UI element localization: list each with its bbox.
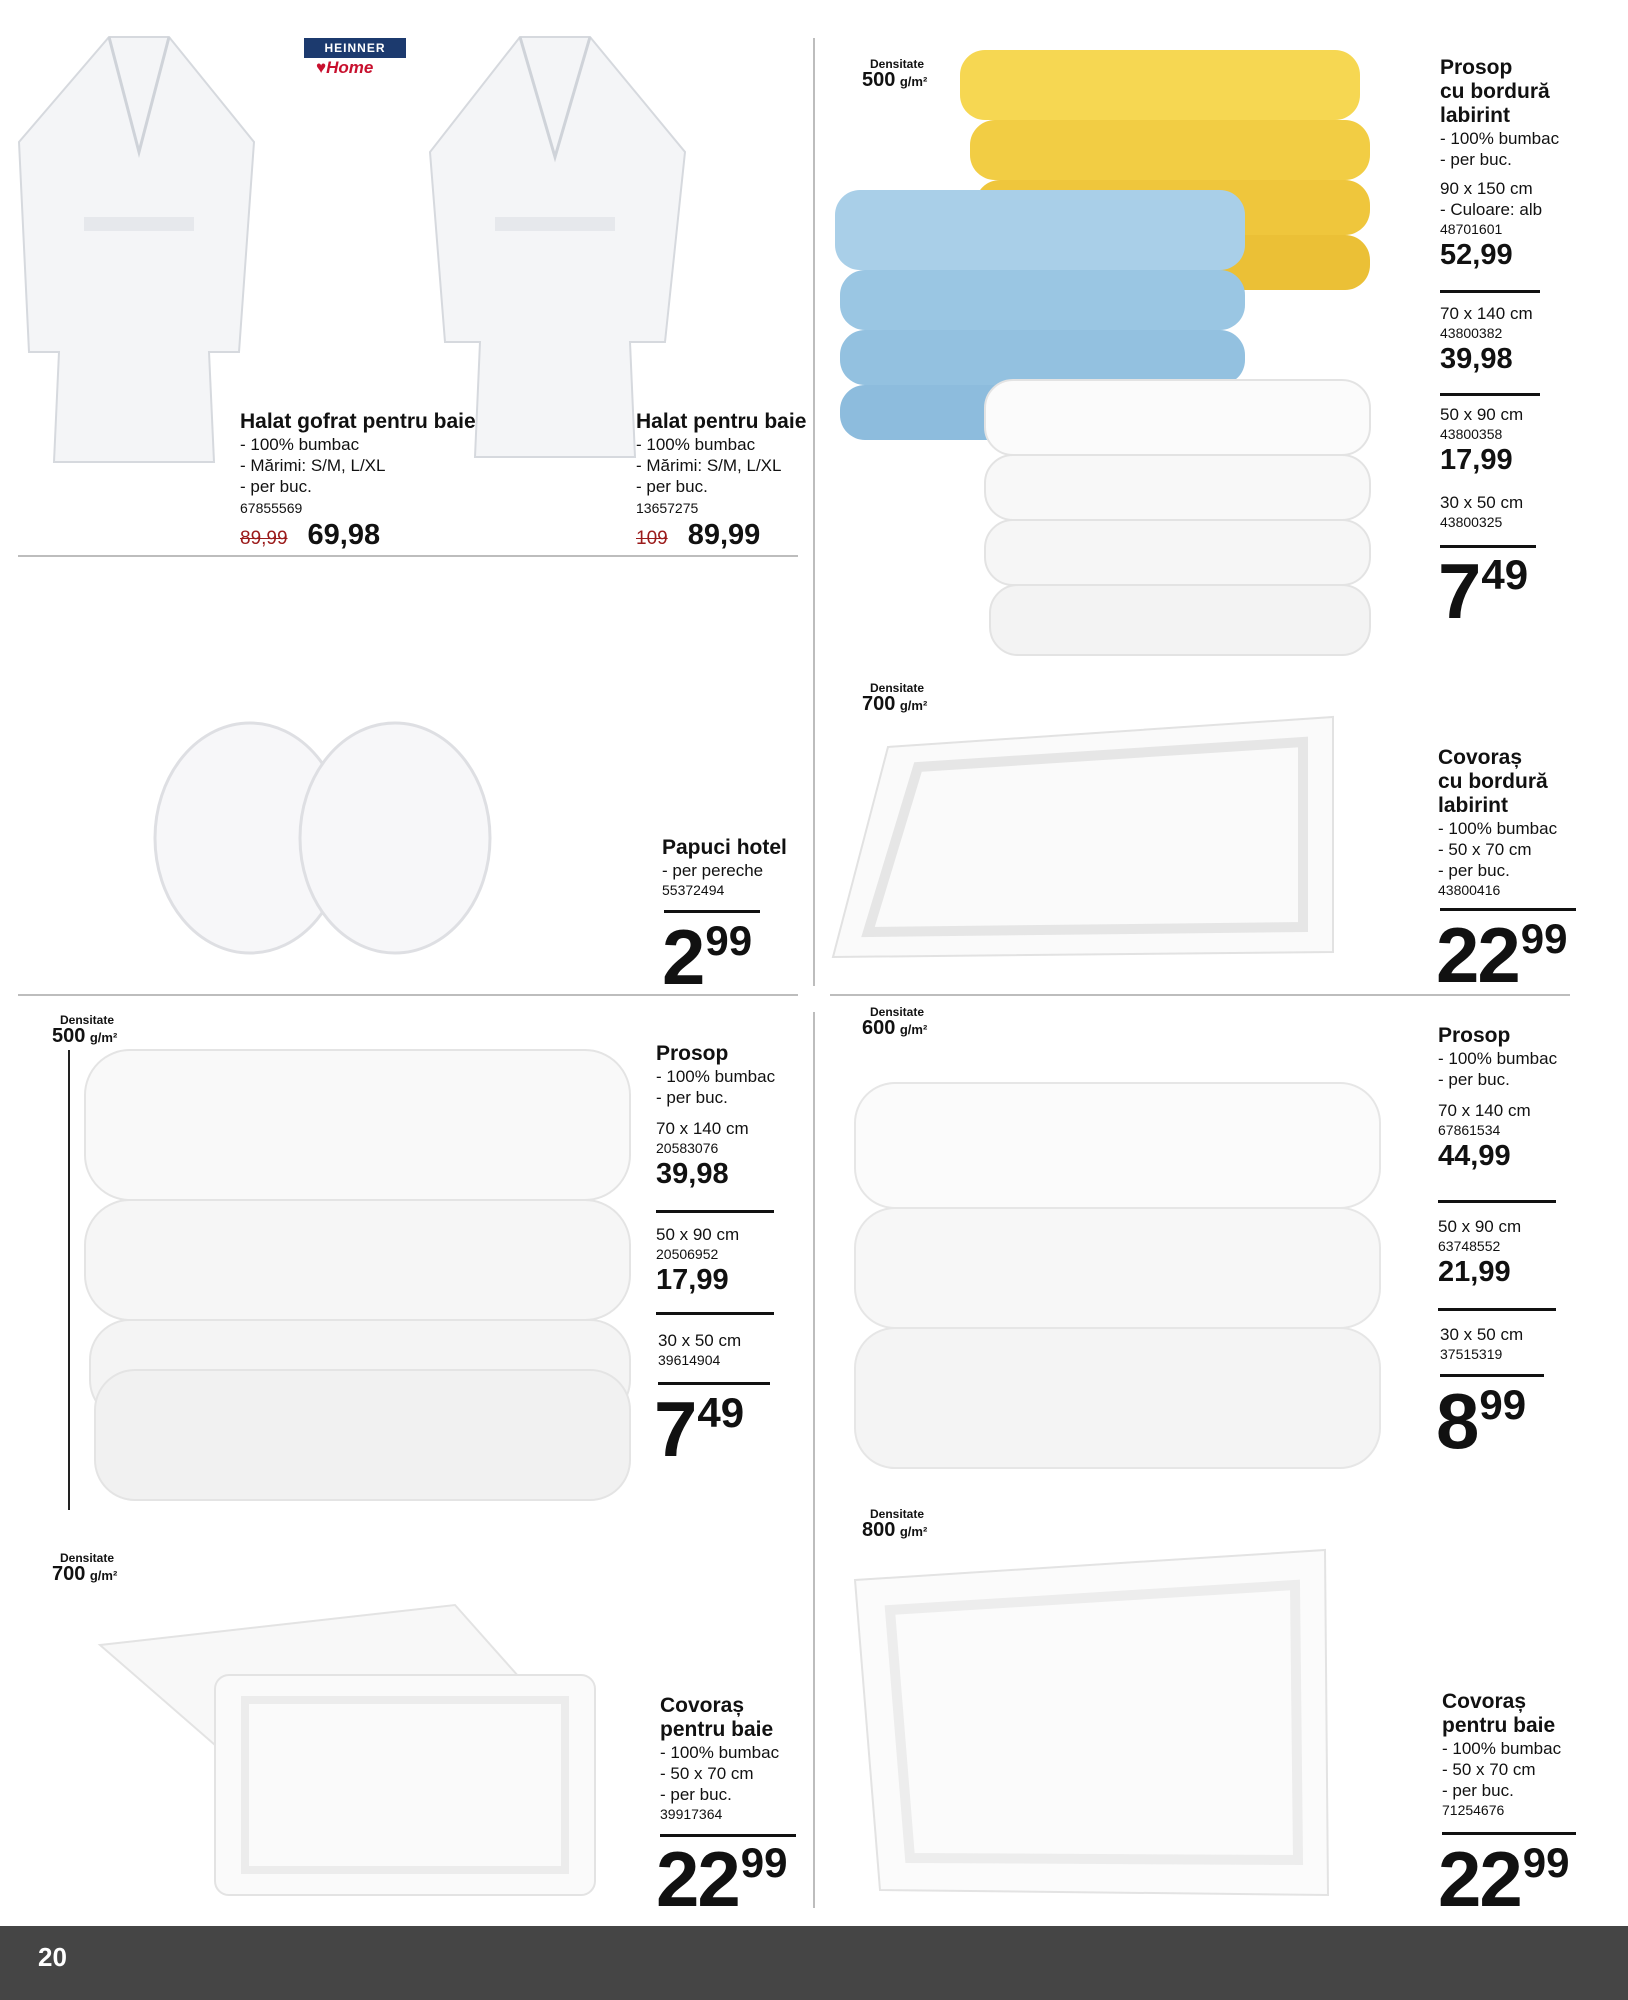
price-integer: 7	[1438, 547, 1480, 635]
product-title: cu bordură	[1438, 770, 1548, 793]
density-marker-line	[68, 1050, 70, 1510]
product-title: Prosop	[656, 1042, 729, 1065]
spec-line: - 100% bumbac	[1438, 1049, 1558, 1068]
density-unit: g/m²	[899, 1022, 928, 1037]
spec-line: - Mărimi: S/M, L/XL	[636, 456, 782, 475]
product-code: 43800382	[1440, 325, 1503, 341]
price-rule	[1438, 1308, 1556, 1311]
product-hotel-slippers	[662, 836, 787, 899]
density-unit: g/m²	[899, 698, 928, 713]
product-code: 71254676	[1442, 1802, 1505, 1818]
heinner-home-logo	[304, 38, 406, 86]
product-title: Halat gofrat pentru baie	[240, 410, 476, 433]
product-code: 43800416	[1438, 882, 1501, 898]
big-price	[656, 1835, 788, 1923]
spec-line: - per pereche	[662, 861, 764, 880]
price-decimals: 99	[740, 1839, 788, 1886]
price-decimals: 99	[1479, 1381, 1527, 1428]
price-decimals: 99	[1522, 1839, 1570, 1886]
heart-icon: ♥	[316, 58, 327, 77]
variant-note: - Culoare: alb	[1440, 200, 1543, 219]
price: 69,98	[307, 519, 381, 551]
spec-line: - 100% bumbac	[240, 435, 360, 454]
price-integer: 22	[656, 1835, 739, 1923]
variant-size: 50 x 90 cm	[1438, 1217, 1522, 1236]
price-rule	[1438, 1200, 1556, 1203]
density-value: 800	[862, 1519, 896, 1541]
product-title: Covoraș	[1438, 746, 1523, 769]
density-label: Densitate	[60, 1551, 115, 1565]
density-badge	[52, 1552, 117, 1584]
product-code: 43800325	[1440, 514, 1503, 530]
bath-robe-image	[420, 32, 695, 462]
spec-line: - 100% bumbac	[1440, 129, 1560, 148]
white-towels-600-image	[850, 1078, 1385, 1473]
product-title: pentru baie	[1442, 1714, 1556, 1737]
variant-block	[1440, 404, 1523, 477]
labyrinth-towels-image	[830, 40, 1375, 690]
variant-size: 30 x 50 cm	[658, 1331, 742, 1350]
spec-line: - per buc.	[636, 477, 708, 496]
spec-line: - 50 x 70 cm	[660, 1764, 754, 1783]
spec-line: - per buc.	[660, 1785, 732, 1804]
spec-line: - per buc.	[1438, 861, 1510, 880]
price-row	[240, 519, 476, 552]
product-code: 55372494	[662, 882, 725, 898]
price-rule	[1440, 290, 1540, 293]
density-badge	[862, 58, 927, 90]
variant-block	[1440, 1324, 1523, 1363]
price-integer: 22	[1438, 1835, 1521, 1923]
spec-line: - Mărimi: S/M, L/XL	[240, 456, 386, 475]
spec-line: - 100% bumbac	[636, 435, 756, 454]
price-rule	[1440, 393, 1540, 396]
divider-vertical-top	[813, 38, 815, 986]
product-bath-mat	[660, 1694, 779, 1823]
variant-block	[1438, 1216, 1521, 1289]
product-title: Covoraș	[1442, 1690, 1527, 1713]
spec-line: - per buc.	[1438, 1070, 1510, 1089]
variant-price: 52,99	[1440, 239, 1513, 271]
product-title: Prosop	[1438, 1024, 1511, 1047]
density-label: Densitate	[60, 1013, 115, 1027]
product-code: 20583076	[656, 1140, 719, 1156]
spec-line: - 100% bumbac	[656, 1067, 776, 1086]
variant-price: 17,99	[656, 1264, 729, 1296]
density-unit: g/m²	[899, 74, 928, 89]
price-decimals: 49	[1481, 551, 1529, 598]
density-value: 600	[862, 1017, 896, 1039]
white-towels-image	[80, 1040, 635, 1510]
density-label: Densitate	[870, 1507, 925, 1521]
variant-size: 70 x 140 cm	[656, 1119, 749, 1138]
spec-line: - 100% bumbac	[1442, 1739, 1562, 1758]
density-unit: g/m²	[899, 1524, 928, 1539]
density-label: Densitate	[870, 57, 925, 71]
spec-line: - 50 x 70 cm	[1438, 840, 1532, 859]
product-title: labirint	[1440, 104, 1511, 127]
spec-line: - per buc.	[1442, 1781, 1514, 1800]
price-integer: 8	[1436, 1377, 1478, 1465]
density-badge	[862, 682, 927, 714]
product-code: 13657275	[636, 500, 699, 516]
spec-line: - per buc.	[1440, 150, 1512, 169]
divider-vertical-bottom	[813, 1012, 815, 1908]
slippers-image	[140, 678, 530, 958]
product-code: 39917364	[660, 1806, 723, 1822]
density-badge	[862, 1006, 927, 1038]
density-badge	[862, 1508, 927, 1540]
product-code: 48701601	[1440, 221, 1503, 237]
spec-line: - per buc.	[656, 1088, 728, 1107]
old-price: 89,99	[240, 528, 288, 549]
density-value: 500	[52, 1025, 86, 1047]
page-number: 20	[38, 1942, 67, 1972]
variant-price: 44,99	[1438, 1140, 1511, 1172]
price-integer: 22	[1436, 911, 1519, 999]
variant-size: 50 x 90 cm	[1440, 405, 1524, 424]
variant-block	[658, 1330, 741, 1369]
waffle-robe-image	[14, 32, 264, 472]
density-label: Densitate	[870, 1005, 925, 1019]
product-title: Papuci hotel	[662, 836, 787, 859]
density-value: 700	[862, 693, 896, 715]
product-towel-white	[656, 1042, 775, 1191]
product-bath-robe	[636, 410, 806, 552]
big-price	[1438, 547, 1529, 635]
product-code: 39614904	[658, 1352, 721, 1368]
spec-line: - 50 x 70 cm	[1442, 1760, 1536, 1779]
logo-wordmark: HEINNER	[304, 38, 406, 58]
price-rule	[656, 1210, 774, 1213]
product-bath-mat-800	[1442, 1690, 1561, 1819]
big-price	[1438, 1835, 1570, 1923]
spec-line: - 100% bumbac	[660, 1743, 780, 1762]
logo-home: ♥Home	[316, 58, 374, 77]
product-title: pentru baie	[660, 1718, 774, 1741]
variant-size: 30 x 50 cm	[1440, 493, 1524, 512]
price-decimals: 99	[705, 917, 753, 964]
product-waffle-robe	[240, 410, 476, 552]
density-unit: g/m²	[89, 1030, 118, 1045]
labyrinth-mat-image	[828, 712, 1338, 962]
product-towel-labyrinth	[1440, 56, 1559, 272]
variant-size: 50 x 90 cm	[656, 1225, 740, 1244]
density-value: 700	[52, 1563, 86, 1585]
variant-size: 30 x 50 cm	[1440, 1325, 1524, 1344]
price: 89,99	[687, 519, 761, 551]
spec-line: - per buc.	[240, 477, 312, 496]
page-footer	[0, 1926, 1628, 2000]
bath-mats-image	[95, 1555, 610, 1905]
price-decimals: 99	[1520, 915, 1568, 962]
variant-price: 39,98	[656, 1158, 729, 1190]
product-title: Prosop	[1440, 56, 1513, 79]
product-title: Halat pentru baie	[636, 410, 807, 433]
density-unit: g/m²	[89, 1568, 118, 1583]
product-code: 67861534	[1438, 1122, 1501, 1138]
product-code: 67855569	[240, 500, 303, 516]
variant-price: 17,99	[1440, 444, 1513, 476]
big-price	[654, 1385, 745, 1473]
product-code: 63748552	[1438, 1238, 1501, 1254]
product-title: labirint	[1438, 794, 1509, 817]
price-row	[636, 519, 806, 552]
old-price: 109	[636, 528, 668, 549]
product-code: 37515319	[1440, 1346, 1503, 1362]
variant-size: 70 x 140 cm	[1438, 1101, 1531, 1120]
density-label: Densitate	[870, 681, 925, 695]
price-decimals: 49	[697, 1389, 745, 1436]
variant-price: 39,98	[1440, 343, 1513, 375]
variant-block	[656, 1224, 739, 1297]
variant-size: 70 x 140 cm	[1440, 304, 1533, 323]
variant-block	[1440, 492, 1523, 531]
density-value: 500	[862, 69, 896, 91]
big-price	[1436, 911, 1568, 999]
bath-mat-800-image	[850, 1540, 1330, 1900]
spec-line: - 100% bumbac	[1438, 819, 1558, 838]
product-code: 43800358	[1440, 426, 1503, 442]
product-towel-600	[1438, 1024, 1557, 1173]
density-badge	[52, 1014, 117, 1046]
price-integer: 2	[662, 913, 704, 1001]
big-price	[1436, 1377, 1527, 1465]
variant-size: 90 x 150 cm	[1440, 179, 1533, 198]
product-title: Covoraș	[660, 1694, 745, 1717]
divider-robes	[18, 555, 798, 557]
variant-price: 21,99	[1438, 1256, 1511, 1288]
big-price	[662, 913, 753, 1001]
product-code: 20506952	[656, 1246, 719, 1262]
product-mat-labyrinth	[1438, 746, 1557, 899]
price-integer: 7	[654, 1385, 696, 1473]
price-rule	[656, 1312, 774, 1315]
product-title: cu bordură	[1440, 80, 1550, 103]
variant-block	[1440, 303, 1533, 376]
